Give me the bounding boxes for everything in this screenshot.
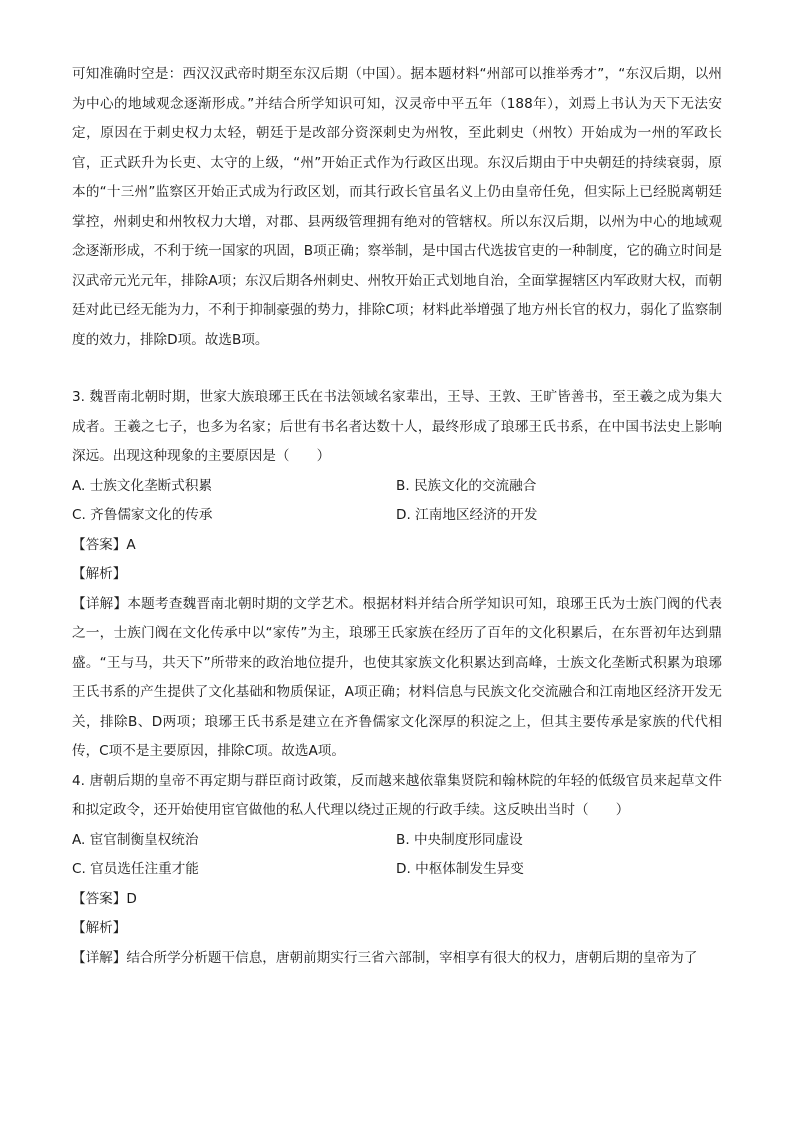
answer-label: 【答案】D (72, 890, 137, 907)
option-d: D. 江南地区经济的开发 (396, 507, 538, 523)
detail-paragraph: 【详解】结合所学分析题干信息，唐朝前期实行三省六部制，宰相享有很大的权力，唐朝后期的皇帝为了 (72, 949, 698, 966)
options (72, 826, 722, 885)
question-stem: 4. 唐朝后期的皇帝不再定期与群臣商讨政策，反而越来越依靠集贤院和翰林院的年轻的低级官员来起草文件和拟定政令，还开始使用宦官做他的私人代理以绕过正规的行政手续。这反映出当时（ ） (72, 772, 722, 818)
option-b: B. 中央制度形同虚设 (396, 831, 523, 848)
detail-paragraph: 【详解】本题考查魏晋南北朝时期的文学艺术。根据材料并结合所学知识可知，琅琊王氏为士族门阀的代表之一，士族门阀在文化传承中以“家传”为主，琅琊王氏家族在经历了百年的文化积累后，在东晋初年达到鼎盛。“王与马，共天下”所带来的政治地位提升，也使其家族文化积累达到高峰，士族文化垄断式积累为琅琊王氏书系的产生提供了文化基础和物质保证，A项正确；材料信息与民族文化交流融合和江南地区经济开发无关，排除B、D两项；琅琊王氏书系是建立在齐鲁儒家文化深厚的积淀之上，但其主要传承是家族的代代相传，C项不是主要原因，排除C项。故选A项。 (72, 595, 722, 759)
question-stem: 3. 魏晋南北朝时期，世家大族琅琊王氏在书法领域名家辈出，王导、王敦、王旷皆善书，至王羲之成为集大成者。王羲之七子，也多为名家；后世有书名者达数十人，最终形成了琅琊王氏书系，在中国书法史上影响深远。出现这种现象的主要原因是（ ） (72, 389, 722, 464)
option-c: C. 官员选任注重才能 (72, 861, 199, 877)
question-3 (72, 383, 722, 767)
question-4 (72, 767, 722, 974)
analysis-label: 【解析】 (72, 566, 127, 582)
intro-paragraph: 可知准确时空是：西汉汉武帝时期至东汉后期（中国）。据本题材料“州部可以推举秀才”，“东汉后期，以州为中心的地域观念逐渐形成。”并结合所学知识可知，汉灵帝中平五年（188年），刘焉上书认为天下无法安定，原因在于刺史权力太轻，朝廷于是改部分资深刺史为州牧，至此刺史（州牧）开始成为一州的军政长官，正式跃升为长吏、太守的上级，“州”开始正式作为行政区出现。东汉后期由于中央朝廷的持续衰弱，原本的“十三州”监察区开始正式成为行政区划，而其行政长官虽名义上仍由皇帝任免，但实际上已经脱离朝廷掌控，州刺史和州牧权力大增，对郡、县两级管理拥有绝对的管辖权。所以东汉后期，以州为中心的地域观念逐渐形成，不利于统一国家的巩固，B项正确；察举制，是中国古代选拔官吏的一种制度，它的确立时间是汉武帝元光元年，排除A项；东汉后期各州刺史、州牧开始正式划地自治，全面掌握辖区内军政财大权，而朝廷对此已经无能为力，不利于抑制豪强的势力，排除C项；材料此举增强了地方州长官的权力，弱化了监察制度的效力，排除D项。故选B项。 (72, 66, 722, 348)
answer-label: 【答案】A (72, 536, 136, 553)
options (72, 472, 722, 531)
option-d: D. 中枢体制发生异变 (396, 861, 524, 877)
analysis-label: 【解析】 (72, 920, 127, 936)
spacer (72, 355, 722, 383)
option-c: C. 齐鲁儒家文化的传承 (72, 507, 213, 523)
option-a: A. 宦官制衡皇权统治 (72, 831, 199, 848)
document-page (72, 60, 722, 973)
option-b: B. 民族文化的交流融合 (396, 477, 537, 494)
option-a: A. 士族文化垄断式积累 (72, 477, 213, 494)
